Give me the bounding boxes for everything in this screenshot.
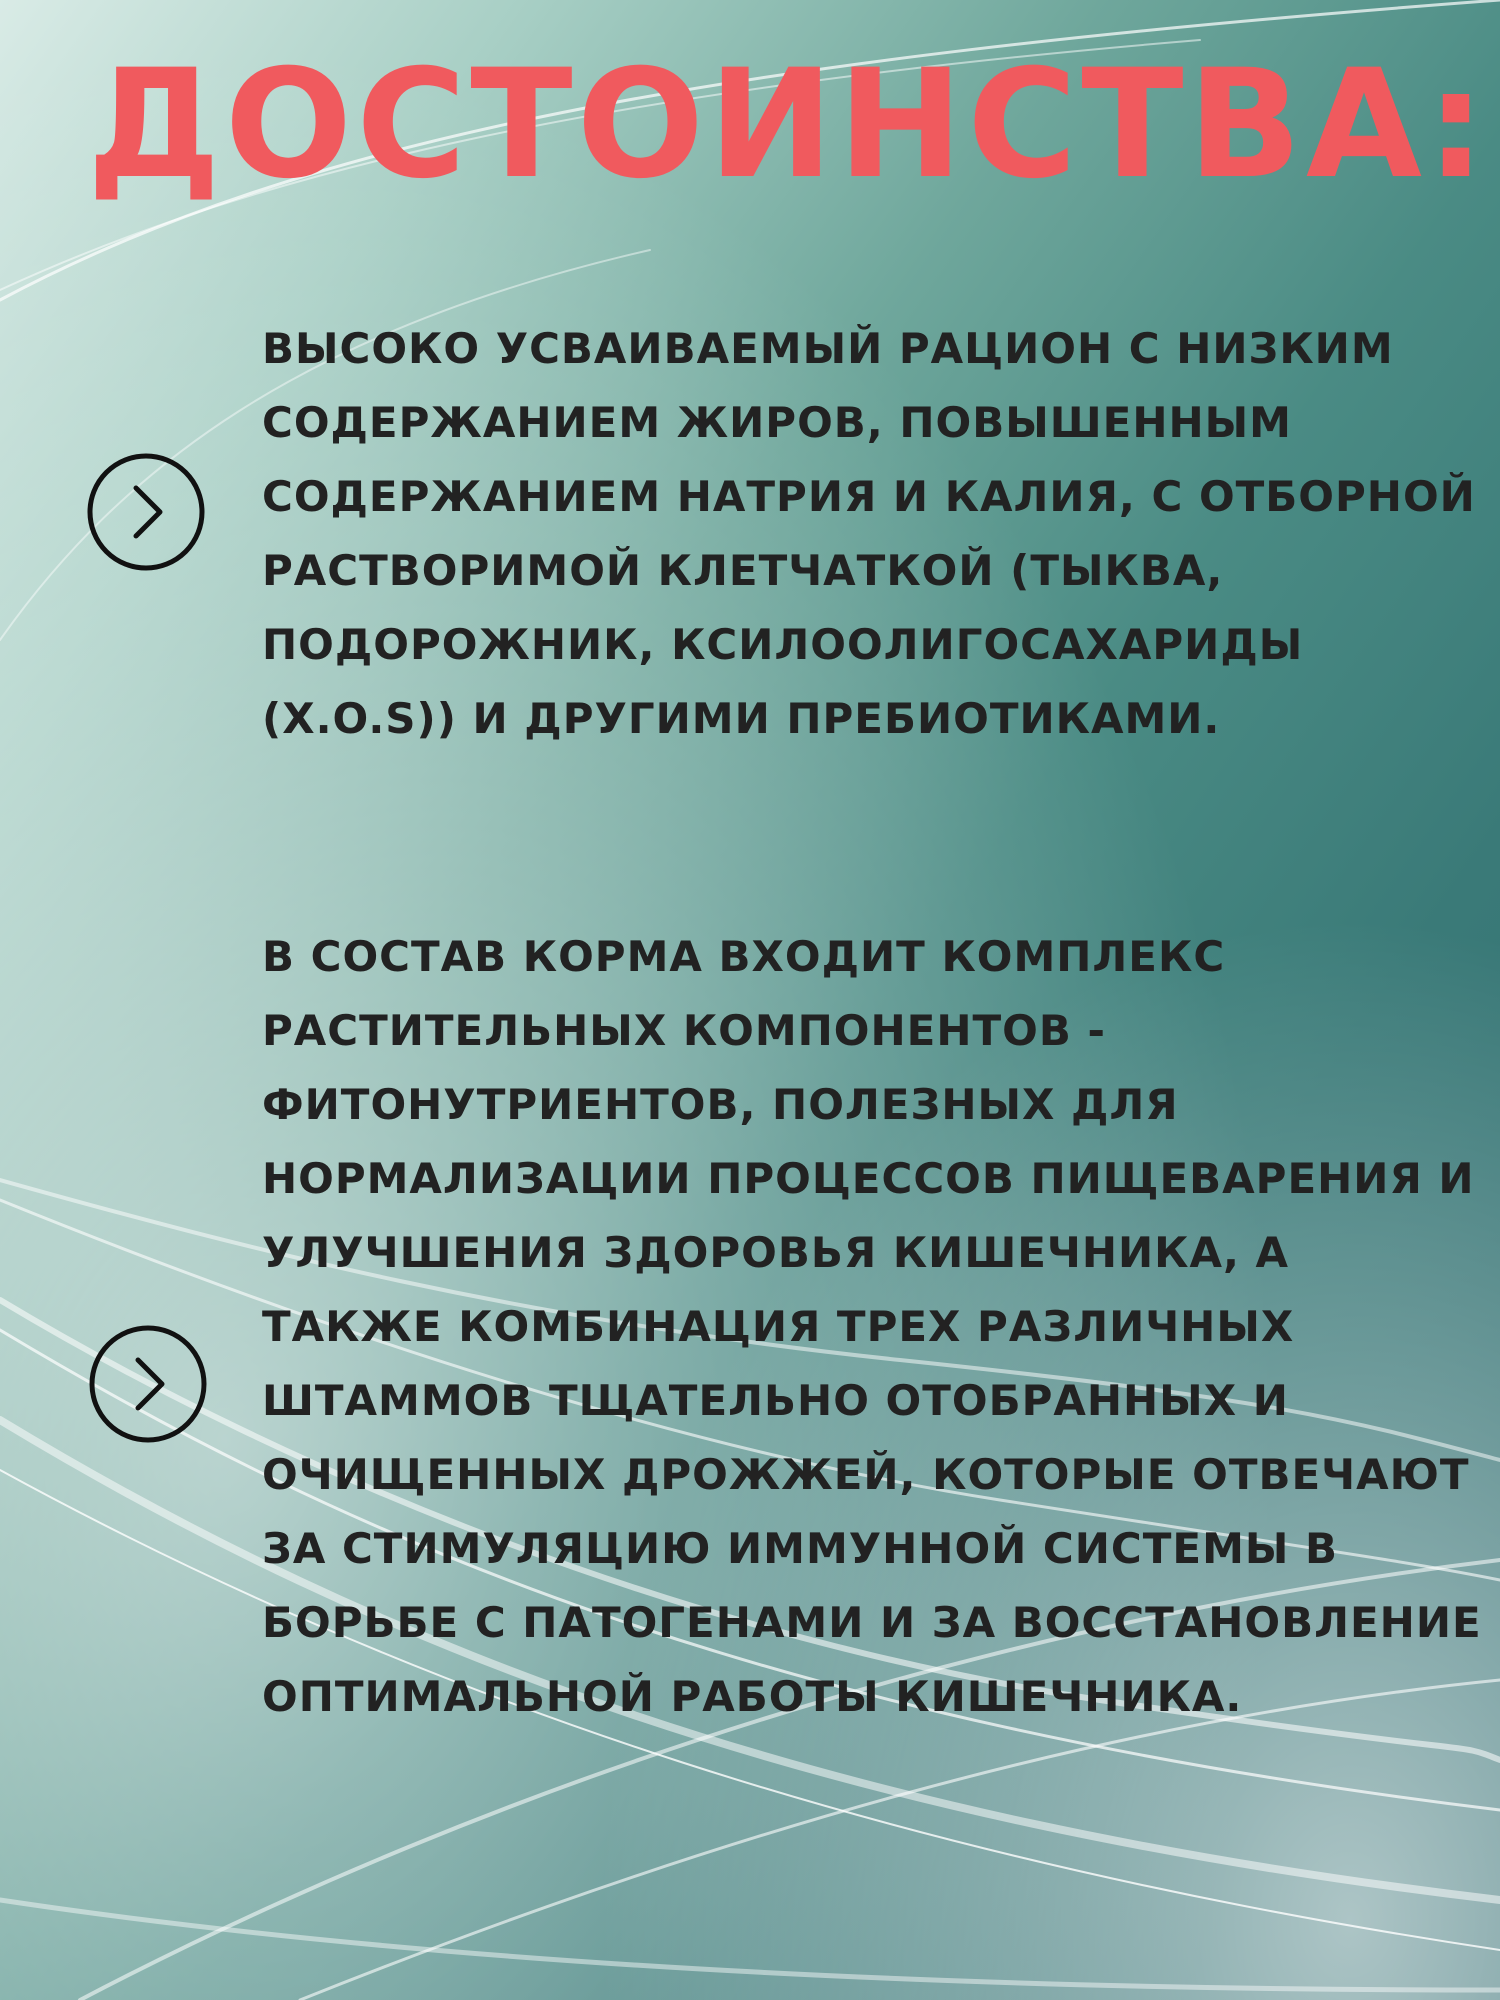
page-title: ДОСТОИНСТВА: [87, 38, 1490, 212]
benefit-text: ВЫСОКО УСВАИВАЕМЫЙ РАЦИОН С НИЗКИМ СОДЕРЖАНИЕМ ЖИРОВ, ПОВЫШЕННЫМ СОДЕРЖАНИЕМ НАТРИЯ И КАЛИЯ, С ОТБОРНОЙ РАСТВОРИМОЙ КЛЕТЧАТКОЙ (ТЫКВА, ПОДОРОЖНИК, КСИЛООЛИГОСАХАРИДЫ (X.O.S)) И ДРУГИМИ ПРЕБИОТИКАМИ. [262, 324, 1476, 743]
benefit-text: В СОСТАВ КОРМА ВХОДИТ КОМПЛЕКС РАСТИТЕЛЬНЫХ КОМПОНЕНТОВ - ФИТОНУТРИЕНТОВ, ПОЛЕЗНЫХ ДЛЯ НОРМАЛИЗАЦИИ ПРОЦЕССОВ ПИЩЕВАРЕНИЯ И УЛУЧШЕНИЯ ЗДОРОВЬЯ КИШЕЧНИКА, А ТАКЖЕ КОМБИНАЦИЯ ТРЕХ РАЗЛИЧНЫХ ШТАММОВ ТЩАТЕЛЬНО ОТОБРАННЫХ И ОЧИЩЕННЫХ ДРОЖЖЕЙ, КОТОРЫЕ ОТВЕЧАЮТ ЗА СТИМУЛЯЦИЮ ИММУННОЙ СИСТЕМЫ В БОРЬБЕ С ПАТОГЕНАМИ И ЗА ВОССТАНОВЛЕНИЕ ОПТИМАЛЬНОЙ РАБОТЫ КИШЕЧНИКА. [262, 932, 1482, 1721]
chevron-right-circle-icon [86, 1322, 210, 1446]
chevron-right-circle-icon [84, 450, 208, 574]
